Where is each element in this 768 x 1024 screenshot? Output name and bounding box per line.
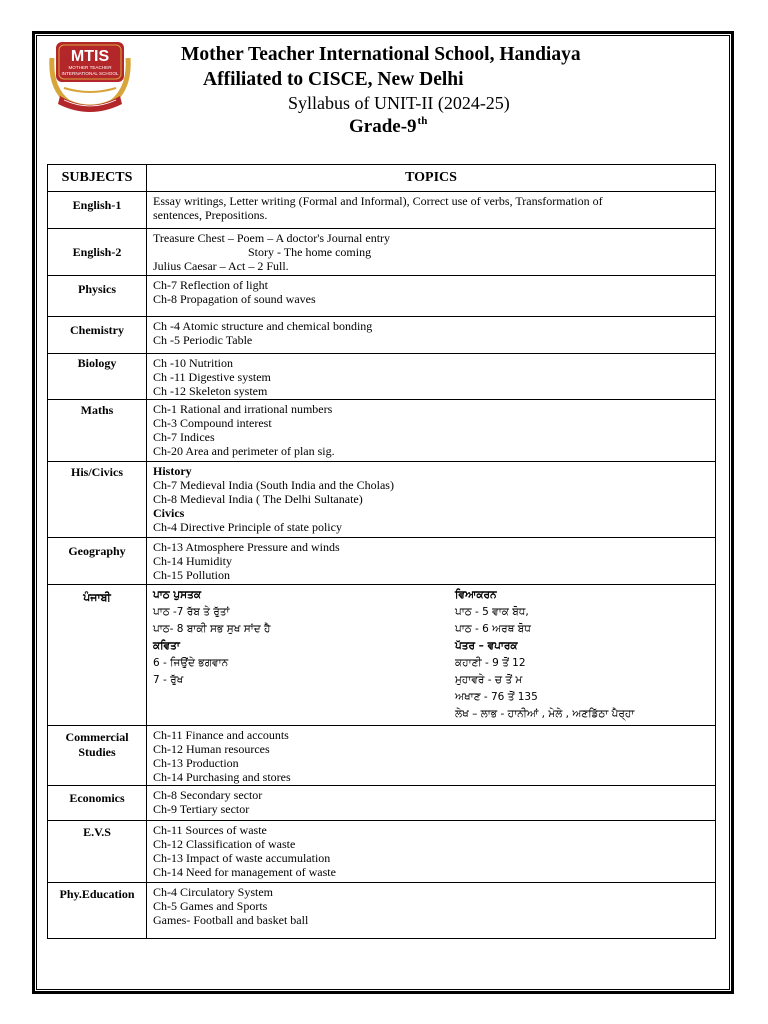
topic-line: ਪਾਠ - 5 ਵਾਕ ਬੋਧ, [455,606,529,618]
topics-cell [147,276,716,317]
topic-line: Ch-8 Secondary sector [153,788,263,802]
topic-line: ਪਾਠ - 6 ਅਰਥ ਬੋਧ [455,623,531,635]
table-row [48,786,716,821]
subject-cell: Geography [48,538,147,585]
topic-line: Ch-11 Sources of waste [153,823,267,837]
table-row [48,538,716,585]
topic-line: Ch-8 Propagation of sound waves [153,292,316,306]
col-subjects-header: SUBJECTS [48,165,147,192]
subject-cell: E.V.S [48,821,147,883]
logo-subtext: MOTHER TEACHER [68,65,112,70]
topics-cell [147,883,716,939]
subject-cell [48,726,147,786]
topics-cell [147,462,716,538]
table-row [48,462,716,538]
table-header-row [48,165,716,192]
topic-heading-history: History [153,464,192,478]
topic-line: ਕਹਾਣੀ - 9 ਤੋਂ 12 [455,657,526,669]
subject-cell: Phy.Education [48,883,147,939]
topics-cell [147,726,716,786]
topic-line: Ch-13 Production [153,756,239,770]
school-name: Mother Teacher International School, Handiaya [181,44,581,65]
topic-line: 6 - ਜਿਉਂਦੇ ਭਗਵਾਨ [153,657,229,669]
subject-cell: Physics [48,276,147,317]
table-row [48,821,716,883]
topic-line: Ch -11 Digestive system [153,370,271,384]
subject-cell: English-2 [48,229,147,276]
topic-heading: ਪਾਠ ਪੁਸਤਕ [153,589,201,601]
topic-line: ਮੁਹਾਵਰੇ - ਚ ਤੋਂ ਮ [455,674,523,686]
topic-heading: ਕਵਿਤਾ [153,640,180,652]
topic-line: Ch-7 Reflection of light [153,278,268,292]
subject-line: Commercial [65,730,129,744]
topic-line: Ch-7 Medieval India (South India and the Cholas) [153,478,394,492]
logo-subtext-2: INTERNATIONAL SCHOOL [61,71,119,76]
topic-line: Julius Caesar – Act – 2 Full. [153,259,289,273]
subject-cell: Maths [48,400,147,462]
grade-suffix: th [417,115,428,127]
topic-line: Ch-14 Humidity [153,554,233,568]
topic-line: Ch -5 Periodic Table [153,333,253,347]
topics-cell [147,229,716,276]
punjabi-left-column [153,587,271,689]
subject-cell: English-1 [48,192,147,229]
syllabus-table [47,164,716,939]
topic-line: Essay writings, Letter writing (Formal and Informal), Correct use of verbs, Transformation of [153,194,603,208]
affiliation: Affiliated to CISCE, New Delhi [203,69,464,90]
topic-line: Ch-20 Area and perimeter of plan sig. [153,444,335,458]
topic-line: ਪਾਠ- 8 ਬਾਕੀ ਸਭ ਸੁਖ ਸਾਂਦ ਹੈ [153,623,271,635]
topic-line: ਪਾਠ -7 ਰੱਬ ਤੇ ਰੁੱਤਾਂ [153,606,230,618]
topic-line: Ch-12 Human resources [153,742,270,756]
grade-text: Grade-9 [349,116,417,137]
syllabus-title: Syllabus of UNIT-II (2024-25) [288,93,510,113]
topic-line: Ch-4 Directive Principle of state policy [153,520,342,534]
topic-line: Ch-4 Circulatory System [153,885,273,899]
topics-cell [147,317,716,354]
topic-line: Ch-5 Games and Sports [153,899,268,913]
topic-line: 7 - ਰੁੱਖ [153,674,184,686]
topic-line: Ch-9 Tertiary sector [153,802,250,816]
topic-line: Ch-8 Medieval India ( The Delhi Sultanate) [153,492,363,506]
subject-cell: Chemistry [48,317,147,354]
table-row [48,883,716,939]
topics-cell [147,786,716,821]
topic-line: sentences, Prepositions. [153,208,268,222]
topic-line: Ch -4 Atomic structure and chemical bonding [153,319,373,333]
topic-line: ਅਖਾਣ - 76 ਤੋਂ 135 [455,691,538,703]
topic-line: Ch-13 Impact of waste accumulation [153,851,331,865]
topic-heading-civics: Civics [153,506,185,520]
topic-line: Ch-1 Rational and irrational numbers [153,402,333,416]
school-logo [38,38,142,112]
subject-cell: ਪੰਜਾਬੀ [48,585,147,726]
topics-cell [147,821,716,883]
topics-cell [147,354,716,400]
table-row [48,317,716,354]
topic-line: Ch-13 Atmosphere Pressure and winds [153,540,340,554]
topics-cell [147,538,716,585]
topic-line: Ch-3 Compound interest [153,416,272,430]
topic-line: Ch-7 Indices [153,430,215,444]
topic-line: Ch -10 Nutrition [153,356,233,370]
topics-cell [147,400,716,462]
topic-line: Ch-12 Classification of waste [153,837,296,851]
table-row [48,192,716,229]
table-row [48,726,716,786]
subject-cell: His/Civics [48,462,147,538]
topic-line: Ch-14 Purchasing and stores [153,770,291,784]
table-row [48,400,716,462]
subject-line: Studies [78,745,116,759]
topic-heading: ਵਿਆਕਰਨ [455,589,497,601]
table-row [48,585,716,726]
topic-line: Ch-11 Finance and accounts [153,728,289,742]
col-topics-header: TOPICS [147,165,716,192]
topics-cell [147,192,716,229]
topics-cell [147,585,716,726]
topic-line: Treasure Chest – Poem – A doctor's Journal entry [153,231,391,245]
topic-line: Games- Football and basket ball [153,913,309,927]
table-row [48,354,716,400]
topic-heading: ਪੱਤਰ – ਵਪਾਰਕ [455,640,518,652]
topic-line: ਲੇਖ – ਲਾਭ - ਹਾਨੀਆਂ , ਮੇਲੇ , ਅਣਡਿੱਠਾ ਪੈਰ੍ਹਾ [455,708,635,720]
topic-line: Ch-15 Pollution [153,568,231,582]
logo-text: MTIS [70,48,110,65]
table-row [48,229,716,276]
topic-line: Story - The home coming [248,245,372,259]
subject-cell: Biology [48,354,147,400]
table-row [48,276,716,317]
subject-cell: Economics [48,786,147,821]
grade-title [349,115,427,138]
punjabi-right-column [455,587,634,723]
topic-line: Ch-14 Need for management of waste [153,865,336,879]
topic-line: Ch -12 Skeleton system [153,384,268,398]
